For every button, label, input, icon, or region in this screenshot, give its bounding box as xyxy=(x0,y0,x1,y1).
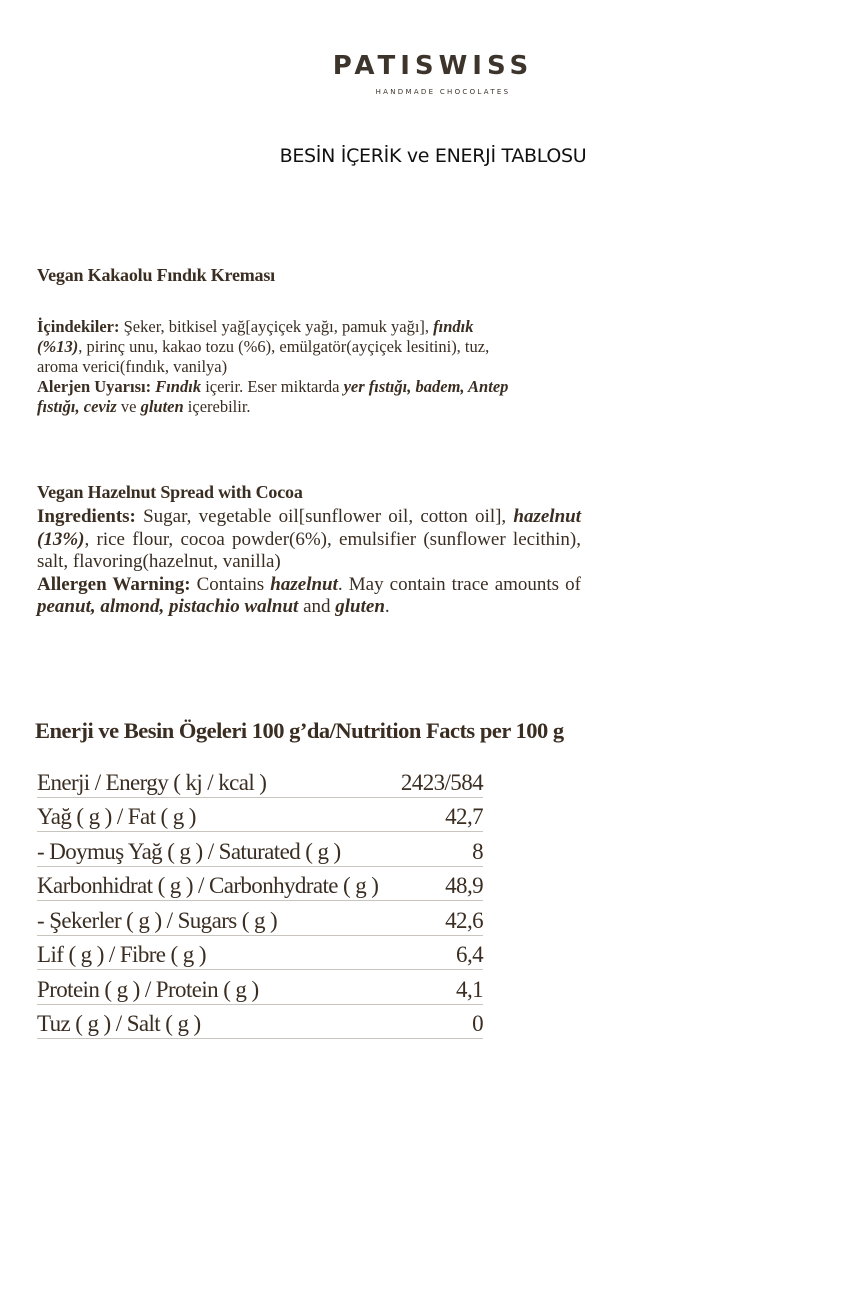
english-ingredients xyxy=(37,506,581,574)
english-ingredients-label: Ingredients: xyxy=(37,506,136,527)
turkish-ingredients-label: İçindekiler: xyxy=(37,317,120,336)
english-heading: Vegan Hazelnut Spread with Cocoa xyxy=(37,482,303,502)
turkish-ingredients-text: Şeker, bitkisel yağ[ayçiçek yağı, pamuk yağı], xyxy=(119,317,434,336)
turkish-allergen-label: Alerjen Uyarısı: xyxy=(37,377,152,396)
table-row xyxy=(37,868,483,902)
turkish-ingredients-text: , pirinç unu, kakao tozu (%6), emülgatör(ayçiçek lesitini), tuz, aroma verici(fındık, vanilya) xyxy=(37,337,490,376)
turkish-allergen-text: ve xyxy=(116,397,141,416)
nutrient-label: Yağ ( g ) / Fat ( g ) xyxy=(37,804,196,829)
turkish-allergen xyxy=(37,377,517,417)
turkish-section xyxy=(37,265,517,417)
turkish-allergen-text: içerebilir. xyxy=(183,397,251,416)
nutrition-table xyxy=(37,764,483,1039)
nutrient-value: 0 xyxy=(472,1011,483,1036)
nutrient-value: 6,4 xyxy=(456,942,483,967)
turkish-allergen-highlight: Fındık xyxy=(155,377,202,396)
nutrient-value: 4,1 xyxy=(456,976,483,1002)
english-allergen-highlight: gluten xyxy=(335,596,385,617)
document-title: BESİN İÇERİK ve ENERJİ TABLOSU xyxy=(279,145,587,167)
nutrition-heading: Enerji ve Besin Ögeleri 100 g’da/Nutrition Facts per 100 g xyxy=(35,718,564,743)
english-allergen-text: . May contain trace amounts of xyxy=(337,573,581,595)
turkish-allergen-text: içerir. Eser miktarda xyxy=(201,377,344,396)
turkish-heading: Vegan Kakaolu Fındık Kreması xyxy=(37,265,275,285)
table-row xyxy=(37,937,483,971)
nutrient-value: 48,9 xyxy=(445,873,483,898)
english-allergen-label: Allergen Warning: xyxy=(37,573,191,595)
nutrient-value: 42,7 xyxy=(445,804,483,829)
nutrient-label: Tuz ( g ) / Salt ( g ) xyxy=(37,1011,201,1036)
brand-tagline: HANDMADE CHOCOLATES xyxy=(375,88,511,96)
table-row xyxy=(37,799,483,833)
nutrient-value: 42,6 xyxy=(445,907,483,933)
nutrient-label: - Şekerler ( g ) / Sugars ( g ) xyxy=(37,907,278,933)
nutrient-label: Protein ( g ) / Protein ( g ) xyxy=(37,976,259,1002)
table-row xyxy=(37,764,483,798)
nutrient-value: 8 xyxy=(472,838,483,864)
nutrient-value: 2423/584 xyxy=(400,769,483,795)
turkish-allergen-highlight: gluten xyxy=(140,397,184,416)
english-allergen-text: Contains xyxy=(190,573,271,595)
turkish-ingredients xyxy=(37,317,517,377)
english-ingredients-highlight: hazelnut (13%) xyxy=(37,506,581,550)
english-ingredients-text: Sugar, vegetable oil[sunflower oil, cotton oil], xyxy=(135,506,514,527)
table-row xyxy=(37,971,483,1005)
english-allergen-highlight: hazelnut xyxy=(270,573,338,595)
english-allergen xyxy=(37,574,581,619)
english-allergen-highlight: peanut, almond, pistachio walnut xyxy=(37,596,299,617)
brand-name: PATISWISS xyxy=(332,51,534,81)
table-row xyxy=(37,902,483,936)
turkish-ingredients-highlight: fındık (%13) xyxy=(37,317,474,356)
nutrient-label: Karbonhidrat ( g ) / Carbonhydrate ( g ) xyxy=(37,873,379,898)
table-row xyxy=(37,833,483,867)
nutrient-label: Lif ( g ) / Fibre ( g ) xyxy=(37,942,206,967)
turkish-allergen-highlight: yer fıstığı, badem, Antep fıstığı, ceviz xyxy=(37,377,509,416)
english-section xyxy=(37,482,581,619)
table-row xyxy=(37,1006,483,1040)
english-allergen-text: . xyxy=(384,596,390,617)
english-ingredients-text: , rice flour, cocoa powder(6%), emulsifier (sunflower lecithin), salt, flavoring(hazelnut, vanilla) xyxy=(37,528,581,572)
english-allergen-text: and xyxy=(298,596,336,617)
brand-logo xyxy=(0,52,866,96)
nutrient-label: Enerji / Energy ( kj / kcal ) xyxy=(37,769,267,795)
nutrient-label: - Doymuş Yağ ( g ) / Saturated ( g ) xyxy=(37,838,341,864)
